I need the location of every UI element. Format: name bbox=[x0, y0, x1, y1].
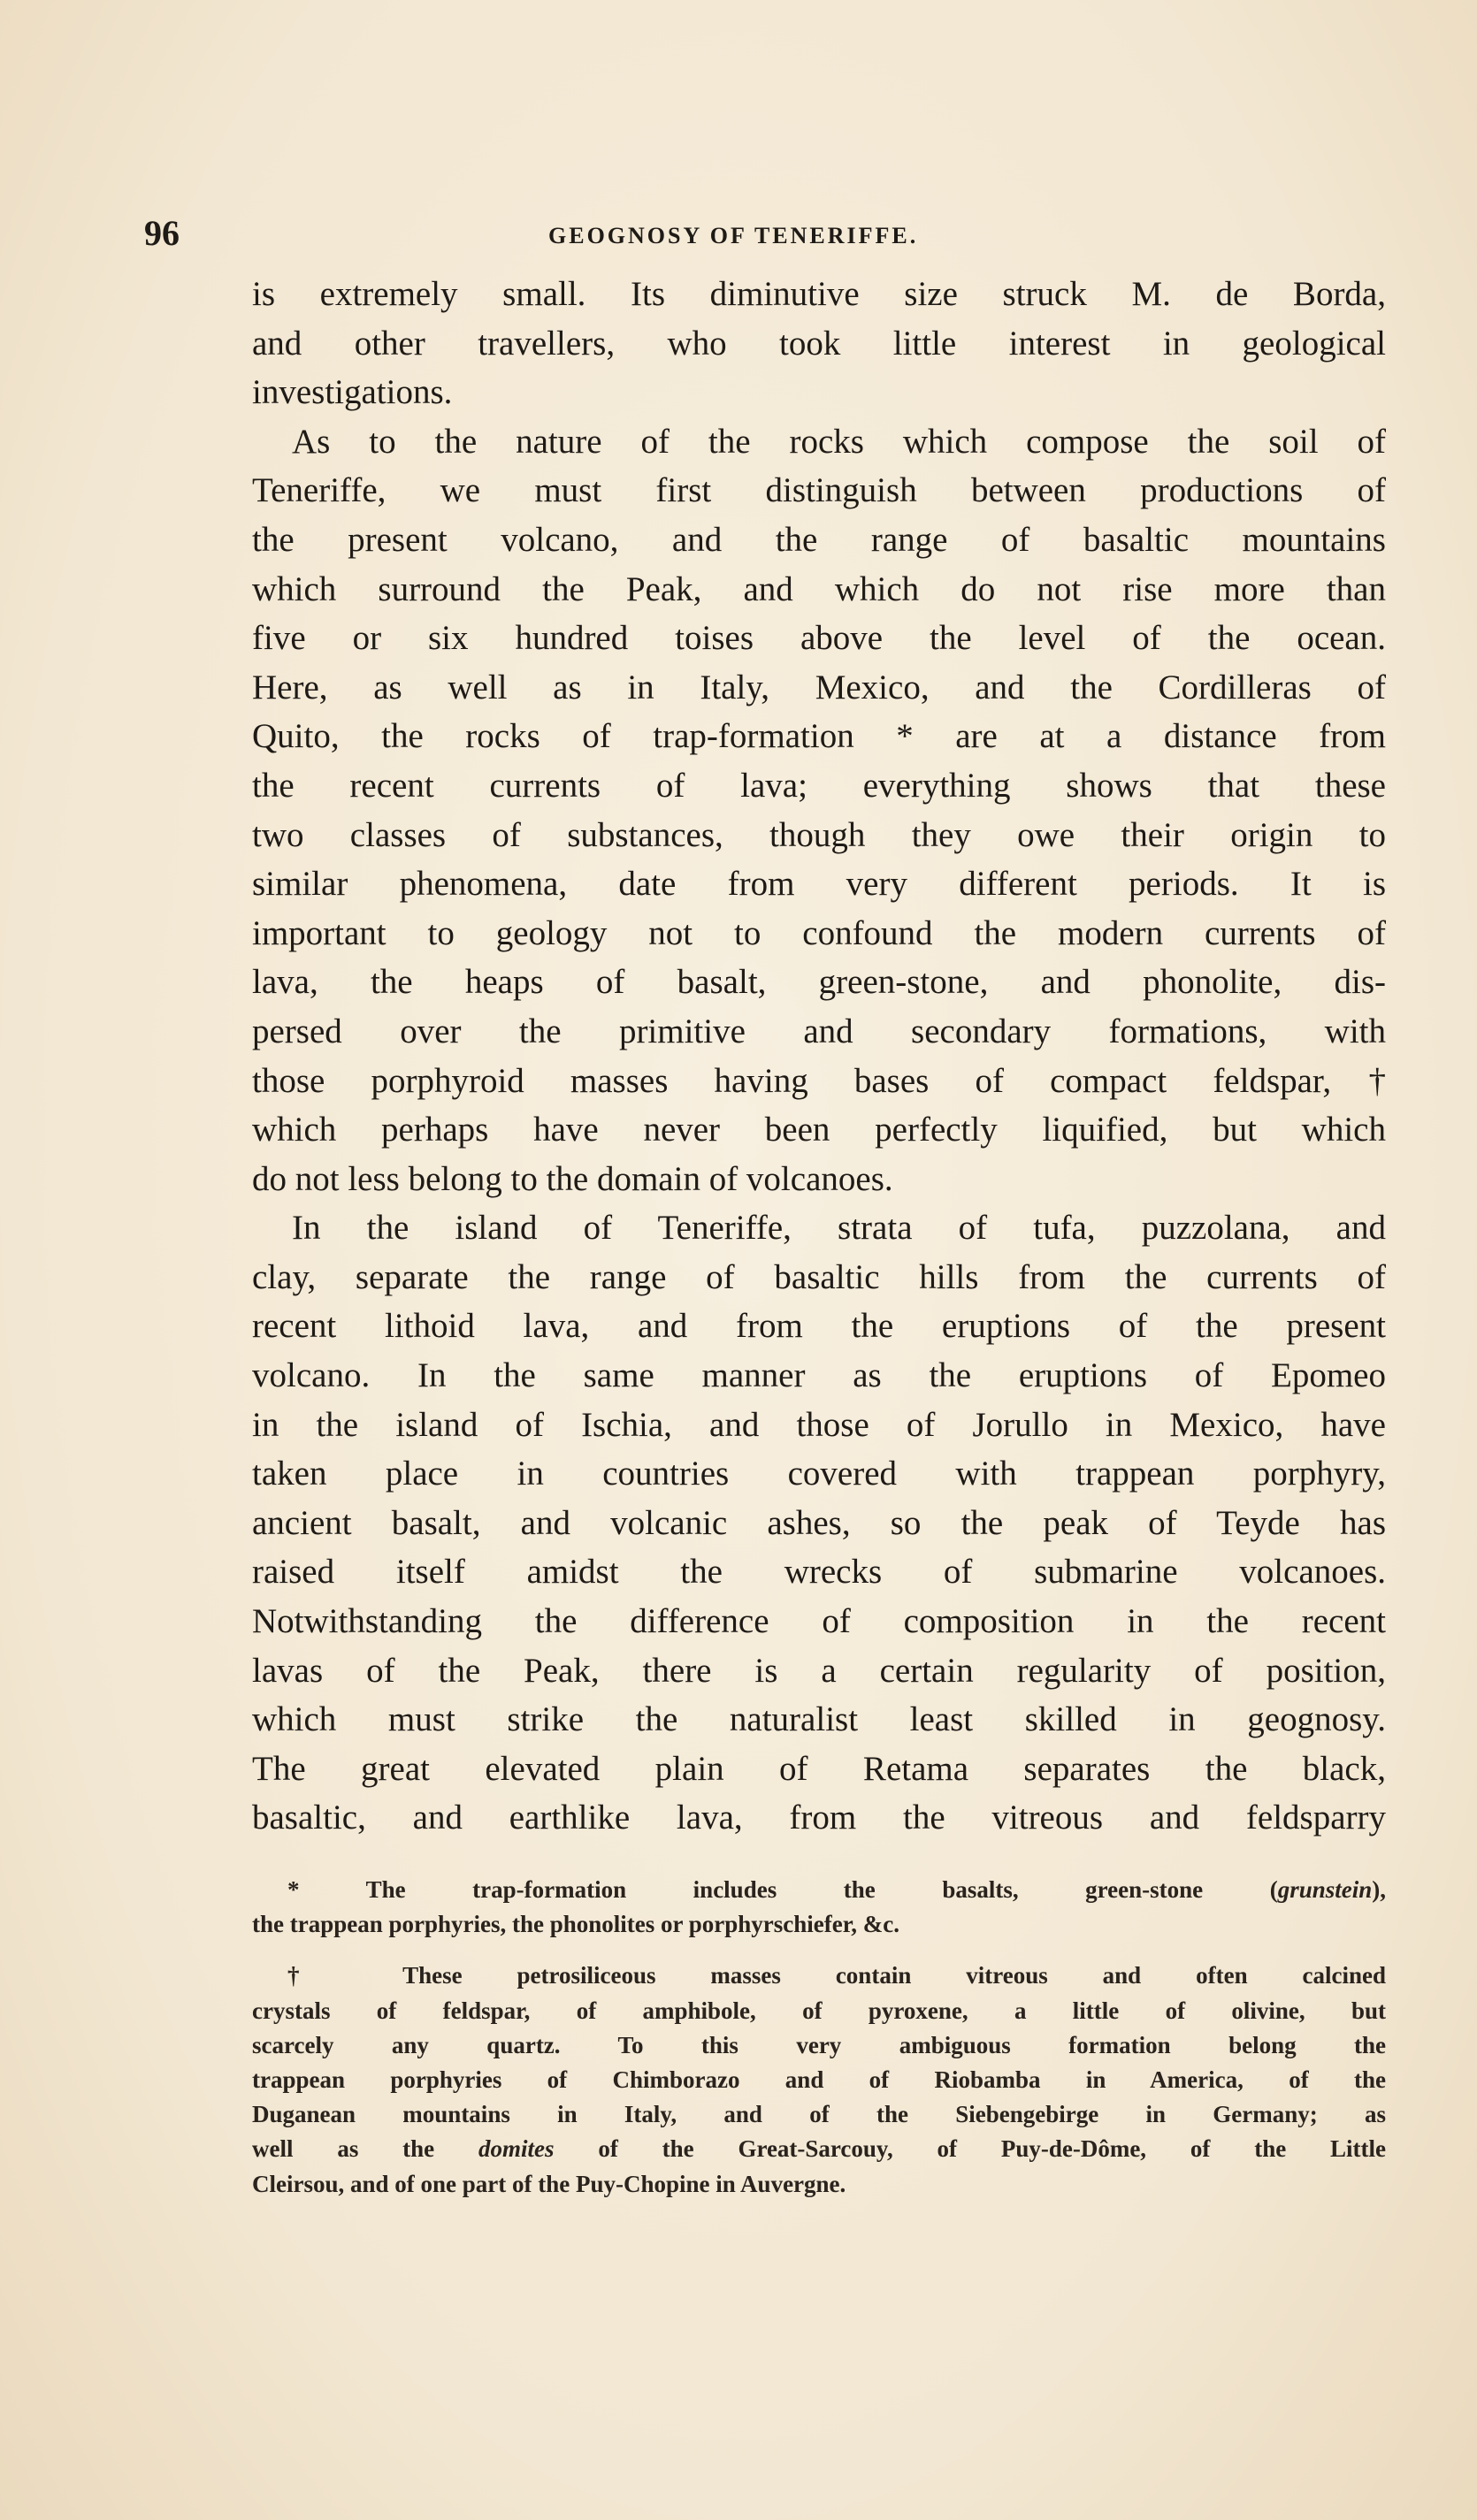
text-line: two classes of substances, though they owe their origin to bbox=[252, 815, 1386, 854]
footnote-line: the trappean porphyries, the phonolites or porphyrschiefer, &c. bbox=[252, 1911, 899, 1938]
text-line: raised itself amidst the wrecks of submarine volcanoes. bbox=[252, 1553, 1386, 1592]
text-line: Quito, the rocks of trap-formation * are at a distance from bbox=[252, 717, 1386, 756]
footnote-line: trappean porphyries of Chimborazo and of Riobamba in America, of the bbox=[252, 2066, 1386, 2093]
footnote bbox=[252, 1959, 1386, 2201]
text-line: Teneriffe, we must first distinguish between productions of bbox=[252, 471, 1386, 510]
footnote bbox=[252, 1873, 1386, 1942]
text-line: taken place in countries covered with trappean porphyry, bbox=[252, 1455, 1386, 1493]
footnote-line: crystals of feldspar, of amphibole, of pyroxene, a little of olivine, but bbox=[252, 1997, 1386, 2024]
text-line: As to the nature of the rocks which compose the soil of bbox=[292, 422, 1386, 461]
footnote-line: Duganean mountains in Italy, and of the Siebengebirge in Germany; as bbox=[252, 2101, 1386, 2128]
footnote-line: Cleirsou, and of one part of the Puy-Chopine in Auvergne. bbox=[252, 2170, 846, 2197]
text-line: which surround the Peak, and which do not rise more than bbox=[252, 569, 1386, 608]
text-line: important to geology not to confound the modern currents of bbox=[252, 913, 1386, 952]
body-text bbox=[252, 270, 1386, 1843]
text-line: similar phenomena, date from very different periods. It is bbox=[252, 865, 1386, 904]
text-line: clay, separate the range of basaltic hills from the currents of bbox=[252, 1257, 1386, 1296]
text-line: ancient basalt, and volcanic ashes, so the peak of Teyde has bbox=[252, 1503, 1386, 1542]
text-line: recent lithoid lava, and from the eruptions of the present bbox=[252, 1307, 1386, 1346]
text-line: investigations. bbox=[252, 373, 453, 412]
text-line: lava, the heaps of basalt, green-stone, and phonolite, dis- bbox=[252, 963, 1386, 1002]
footnote-line: † These petrosiliceous masses contain vitreous and often calcined bbox=[287, 1962, 1386, 1989]
text-line: and other travellers, who took little interest in geological bbox=[252, 324, 1386, 363]
text-line: volcano. In the same manner as the eruptions of Epomeo bbox=[252, 1356, 1386, 1395]
text-line: lavas of the Peak, there is a certain regularity of position, bbox=[252, 1651, 1386, 1690]
footnote-line: scarcely any quartz. To this very ambiguous formation belong the bbox=[252, 2031, 1386, 2058]
running-title: GEOGNOSY OF TENERIFFE. bbox=[548, 223, 919, 248]
text-line: basaltic, and earthlike lava, from the vitreous and feldsparry bbox=[252, 1798, 1386, 1837]
text-line: persed over the primitive and secondary formations, with bbox=[252, 1012, 1386, 1050]
footnote-line: well as the domites of the Great-Sarcouy, of Puy-de-Dôme, of the Little bbox=[252, 2135, 1387, 2163]
text-line: the present volcano, and the range of basaltic mountains bbox=[252, 520, 1386, 559]
text-line: In the island of Teneriffe, strata of tufa, puzzolana, and bbox=[292, 1209, 1386, 1248]
text-line: Notwithstanding the difference of composition in the recent bbox=[252, 1602, 1386, 1641]
text-line: which must strike the naturalist least skilled in geognosy. bbox=[252, 1700, 1386, 1739]
text-line: five or six hundred toises above the level of the ocean. bbox=[252, 619, 1386, 658]
text-line: Here, as well as in Italy, Mexico, and the Cordilleras of bbox=[252, 668, 1386, 706]
text-line: do not less belong to the domain of volcanoes. bbox=[252, 1159, 893, 1198]
text-line: which perhaps have never been perfectly liquified, but which bbox=[252, 1111, 1386, 1149]
page-number: 96 bbox=[144, 213, 180, 253]
footnote-line: * The trap-formation includes the basalts, green-stone (grunstein), bbox=[287, 1876, 1386, 1903]
text-line: the recent currents of lava; everything shows that these bbox=[252, 766, 1386, 805]
text-line: those porphyroid masses having bases of compact feldspar,† bbox=[252, 1061, 1386, 1100]
text-line: in the island of Ischia, and those of Jorullo in Mexico, have bbox=[252, 1405, 1386, 1444]
footnotes bbox=[252, 1873, 1386, 2218]
text-line: is extremely small. Its diminutive size struck M. de Borda, bbox=[252, 275, 1386, 313]
text-line: The great elevated plain of Retama separates the black, bbox=[252, 1749, 1386, 1788]
